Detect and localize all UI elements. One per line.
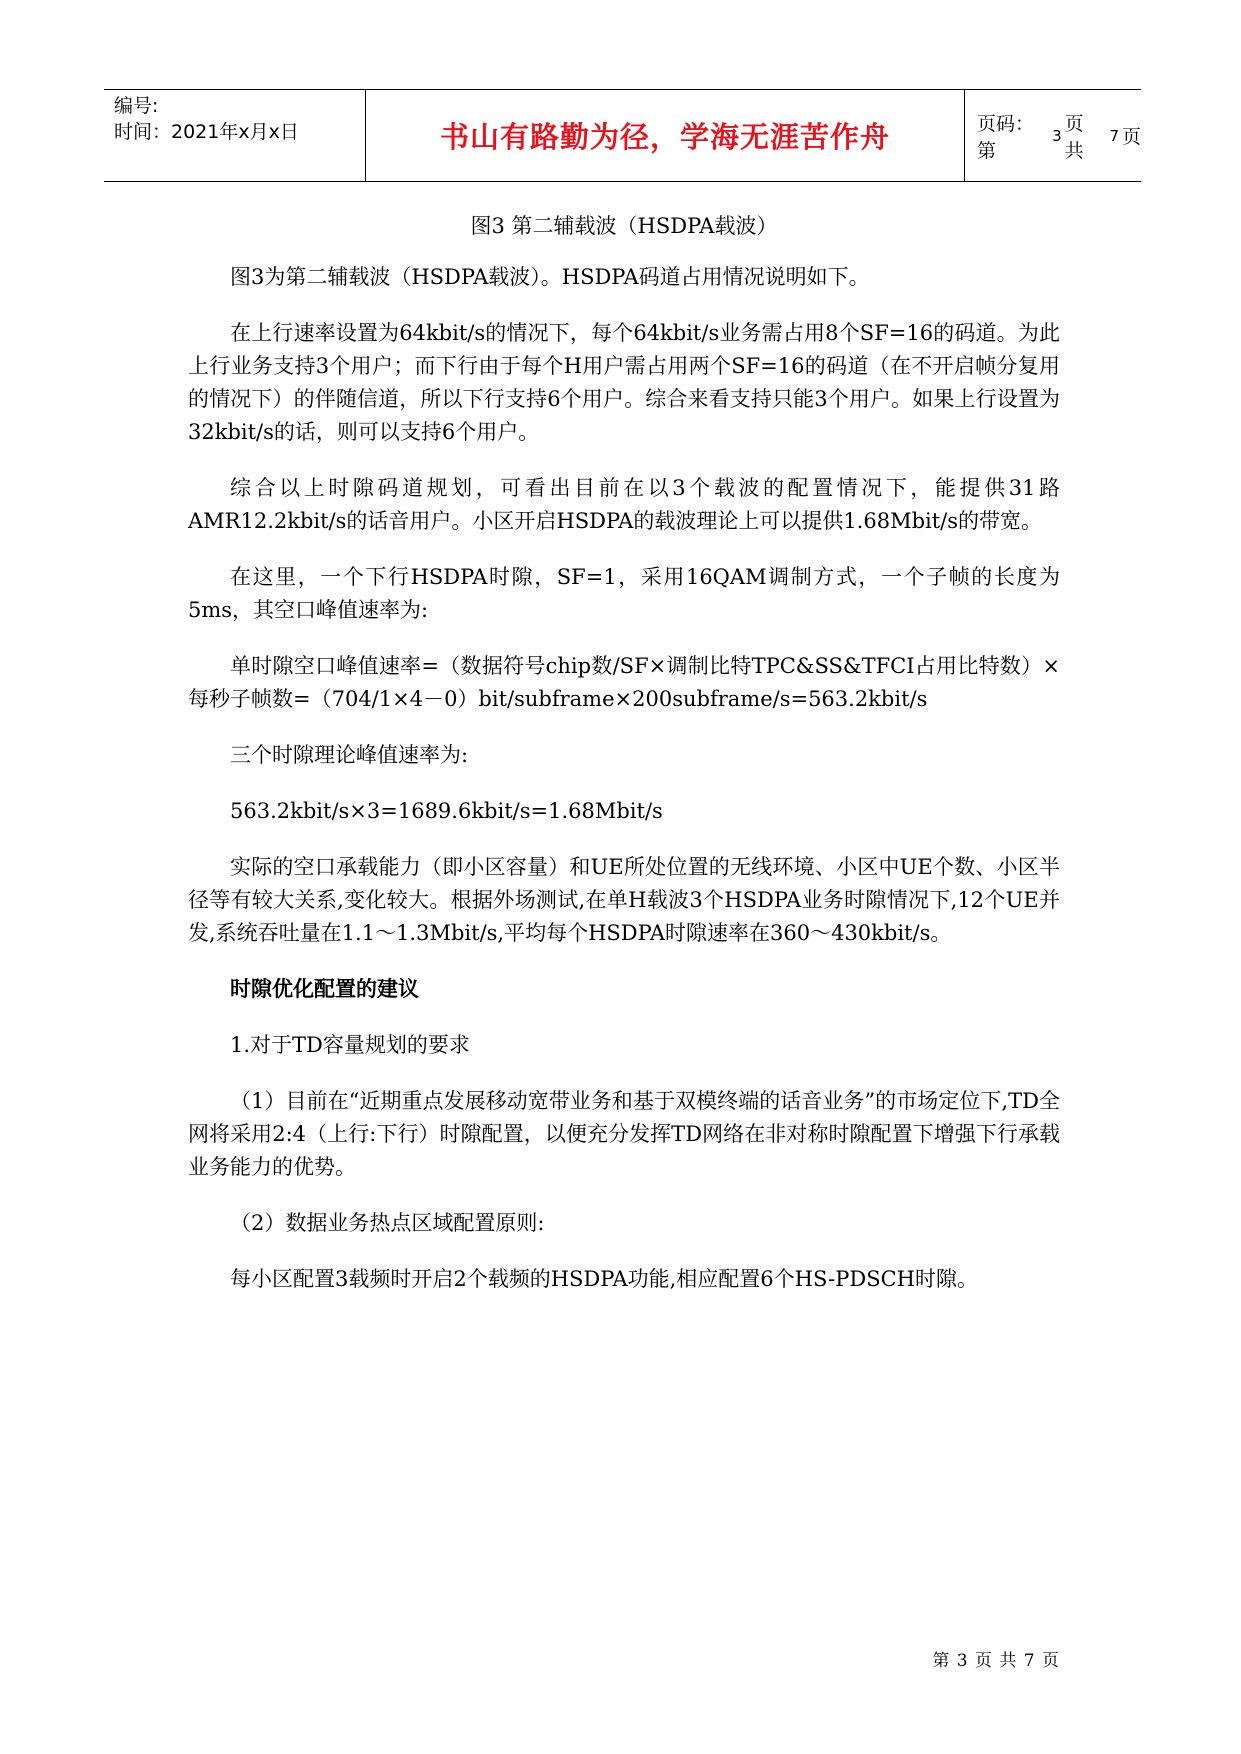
- page-footer: 第 3 页 共 7 页: [932, 1651, 1060, 1671]
- paragraph: 单时隙空口峰值速率=（数据符号chip数/SF×调制比特TPC&SS&TFCI占用比特数）×每秒子帧数=（704/1×4－0）bit/subframe×200subframe/s=563.2kbit/s: [188, 654, 1060, 711]
- page-label-prefix: 页码：第: [977, 112, 1035, 162]
- paragraph: 图3为第二辅载波（HSDPA载波）。HSDPA码道占用情况说明如下。: [230, 265, 870, 289]
- paragraph: 563.2kbit/s×3=1689.6kbit/s=1.68Mbit/s: [230, 799, 663, 823]
- page-label-mid: 页 共: [1064, 112, 1084, 162]
- header-meta: [104, 90, 366, 181]
- paragraph: （1）目前在“近期重点发展移动宽带业务和基于双模终端的话音业务”的市场定位下,TD全网将采用2:4（上行:下行）时隙配置，以便充分发挥TD网络在非对称时隙配置下增强下行承载业务能力的优势。: [188, 1089, 1060, 1179]
- section-heading: 时隙优化配置的建议: [230, 977, 419, 1001]
- page-header: [104, 89, 1141, 182]
- paragraph: 在上行速率设置为64kbit/s的情况下，每个64kbit/s业务需占用8个SF=16的码道。为此上行业务支持3个用户；而下行由于每个H用户需占用两个SF=16的码道（在不开启帧分复用的情况下）的伴随信道，所以下行支持6个用户。综合来看支持只能3个用户。如果上行设置为32kbit/s的话，则可以支持6个用户。: [188, 321, 1060, 444]
- number-label: 编号:: [114, 95, 159, 117]
- page-label-suffix: 页: [1121, 126, 1141, 148]
- page-total: 7: [1109, 126, 1119, 145]
- time-label: 时间：2021年x月x日: [114, 121, 299, 143]
- paragraph: 每小区配置3载频时开启2个载频的HSDPA功能,相应配置6个HS-PDSCH时隙。: [230, 1267, 978, 1291]
- paragraph: 1.对于TD容量规划的要求: [230, 1033, 470, 1057]
- document-body: [188, 210, 1060, 1319]
- paragraph: 综合以上时隙码道规划，可看出目前在以3个载波的配置情况下，能提供31路AMR12.2kbit/s的话音用户。小区开启HSDPA的载波理论上可以提供1.68Mbit/s的带宽。: [188, 476, 1060, 533]
- header-motto: 书山有路勤为径，学海无涯苦作舟: [366, 90, 965, 181]
- paragraph: 实际的空口承载能力（即小区容量）和UE所处位置的无线环境、小区中UE个数、小区半径等有较大关系,变化较大。根据外场测试,在单H载波3个HSDPA业务时隙情况下,12个UE并发,系统吞吐量在1.1～1.3Mbit/s,平均每个HSDPA时隙速率在360～430kbit/s。: [188, 855, 1060, 945]
- figure-caption: 图3 第二辅载波（HSDPA载波）: [470, 214, 778, 238]
- paragraph: 在这里，一个下行HSDPA时隙，SF=1，采用16QAM调制方式，一个子帧的长度为5ms，其空口峰值速率为:: [188, 565, 1060, 622]
- header-page-number: [965, 90, 1141, 181]
- paragraph: （2）数据业务热点区域配置原则:: [230, 1211, 545, 1235]
- page-current: 3: [1052, 126, 1062, 145]
- paragraph: 三个时隙理论峰值速率为:: [230, 743, 469, 767]
